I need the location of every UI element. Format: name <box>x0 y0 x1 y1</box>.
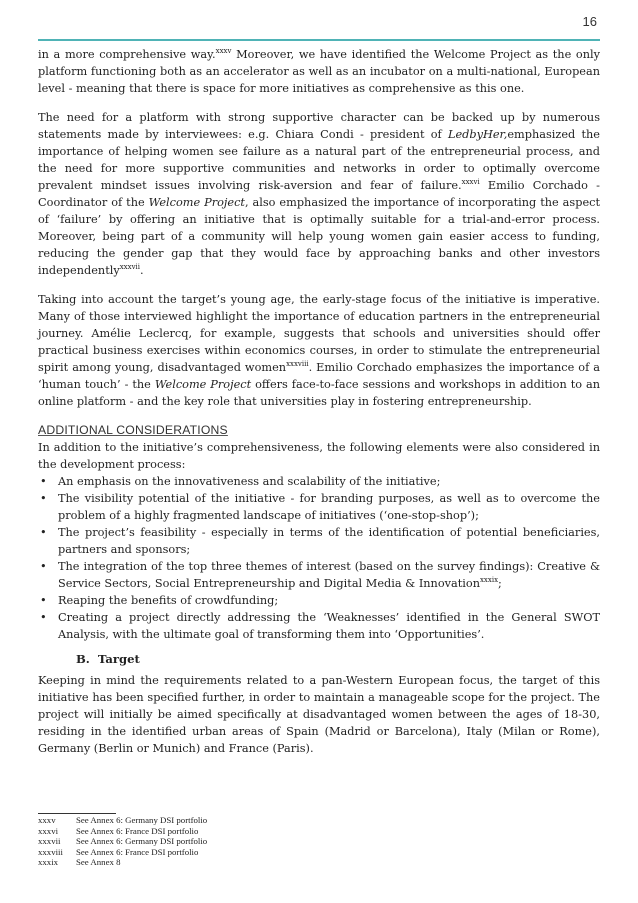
section-heading: ADDITIONAL CONSIDERATIONS <box>38 423 228 437</box>
list-item: • An emphasis on the innovativeness and scalability of the initiative; <box>40 475 441 488</box>
footnote-ref[interactable]: xxxv <box>215 47 232 55</box>
header-rule <box>38 39 600 41</box>
page-body <box>38 46 600 769</box>
footnote: xxxvi See Annex 6: France DSI portfolio <box>38 825 199 836</box>
footnote-ref[interactable]: xxxviii <box>286 360 309 368</box>
paragraph-1: in a more comprehensive way.$^{xxxv}$ Moreover, we have identified the Welcome Project as the only platform functioning both as an accelerator as well as an incubator on a multi-national, European level - meaning that there is space for more initiatives as comprehensive as this one. <box>38 47 600 95</box>
bullet-icon: • <box>40 526 47 539</box>
list-item: • Creating a project directly addressing the ‘Weaknesses’ identified in the General SWOT Analysis, with the ultimate goal of transforming them into ‘Opportunities’. <box>40 611 600 641</box>
footnote: xxxviii See Annex 6: France DSI portfolio <box>38 846 199 857</box>
paragraph-5: Keeping in mind the requirements related to a pan-Western European focus, the target of this initiative has been specified further, in order to maintain a manageable scope for the project. The project will initially be aimed specifically at disadvantaged women between the ages of 18-30, residing in the identified urban areas of Spain (Madrid or Barcelona), Italy (Milan or Rome), Germany (Berlin or Munich) and France (Paris). <box>38 674 600 755</box>
list-item: • The integration of the top three themes of interest (based on the survey findings): Creative & Service Sectors, Social Entrepreneurship and Digital Media & Innovation$^{xxxix}$; <box>40 560 600 590</box>
subsection-heading: B. Target <box>76 652 140 666</box>
list-item: • Reaping the benefits of crowdfunding; <box>40 594 279 607</box>
footnote: xxxv See Annex 6: Germany DSI portfolio <box>38 815 208 825</box>
footnote-ref[interactable]: xxxix <box>479 576 499 584</box>
bullet-icon: • <box>40 594 47 607</box>
considerations-list <box>38 473 600 643</box>
footnote-ref[interactable]: xxxvii <box>119 263 141 271</box>
page-number: 16 <box>582 14 597 29</box>
paragraph-3: Taking into account the target’s young age, the early-stage focus of the initiative is imperative. Many of those interviewed highlight the importance of education partners in the entrepreneurial journey. Amélie Leclercq, for example, suggests that schools and universities should offer practical business exercises within economics courses, in order to stimulate the entrepreneurial spirit among young, disadvantaged women$^{xxxviii}$. Emilio Corchado emphasizes the importance of a ‘human touch’ - the Welcome Project offers face-to-face sessions and workshops in addition to an online platform - and the key role that universities play in fostering entrepreneurship. <box>38 293 601 408</box>
footnote: xxxix See Annex 8 <box>38 857 121 868</box>
list-item: • The visibility potential of the initiative - for branding purposes, as well as to overcome the problem of a highly fragmented landscape of initiatives (‘one-stop-shop’); <box>40 492 600 522</box>
bullet-icon: • <box>40 611 47 624</box>
footnotes <box>38 815 207 868</box>
bullet-icon: • <box>40 475 47 488</box>
footnote: xxxvii See Annex 6: Germany DSI portfolio <box>38 836 208 847</box>
bullet-icon: • <box>40 492 47 505</box>
paragraph-4: In addition to the initiative’s comprehensiveness, the following elements were also considered in the development process: <box>38 441 600 471</box>
bullet-icon: • <box>40 560 47 573</box>
list-item: • The project’s feasibility - especially in terms of the identification of potential beneficiaries, partners and sponsors; <box>40 526 600 556</box>
paragraph-2: The need for a platform with strong supportive character can be backed up by numerous statements made by interviewees: e.g. Chiara Condi - president of LedbyHer,emphasized the importance of helping women see failure as a natural part of the entrepreneurial process, and the need for more supportive communities and networks in order to optimally overcome prevalent mindset issues involving risk-aversion and fear of failure.$^{xxxvi}$ Emilio Corchado - Coordinator of the Welcome Project, also emphasized the importance of incorporating the aspect of ‘failure’ by offering an initiative that is optimally suitable for a trial-and-error process. Moreover, being part of a community will help young women gain easier access to funding, reducing the gender gap that they would face by approaching banks and other investors independently$^{xxxvii}$. <box>38 111 600 277</box>
footnote-ref[interactable]: xxxvi <box>461 178 480 186</box>
footnote-divider <box>38 813 116 814</box>
